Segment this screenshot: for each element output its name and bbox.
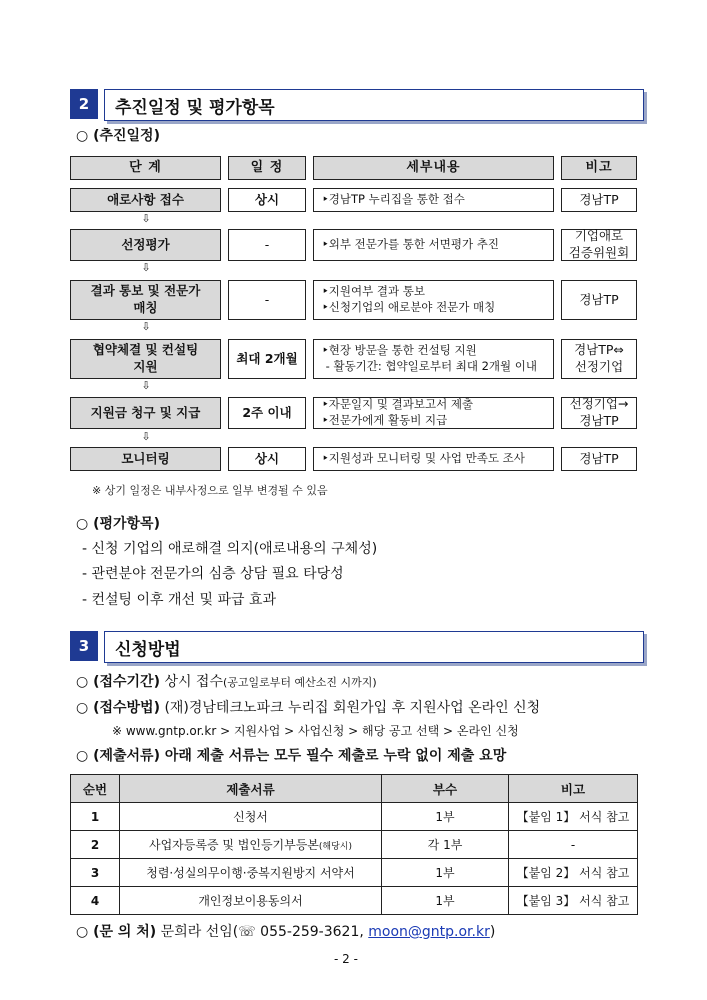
doc-name: 청렴·성실의무이행·중복지원방지 서약서	[120, 859, 382, 887]
method-path: ※ www.gntp.or.kr > 지원사업 > 사업신청 > 해당 공고 선택 > 온라인 신청	[112, 724, 519, 738]
contact-name: 문희라 선임(	[160, 924, 239, 940]
method-line	[76, 697, 540, 717]
down-arrow-icon: ⇩	[141, 430, 151, 443]
table-row	[71, 859, 638, 887]
row-number: 2	[71, 831, 120, 859]
contact-email-link[interactable]: moon@gntp.or.kr	[368, 924, 490, 940]
details-cell: ‣외부 전문가를 통한 서면평가 추진	[313, 229, 554, 261]
header-schedule: 일 정	[228, 156, 306, 180]
doc-name: 사업자등록증 및 법인등기부등본	[148, 838, 319, 852]
table-row	[71, 887, 638, 915]
section-title: 신청방법	[104, 631, 644, 663]
row-number: 4	[71, 887, 120, 915]
period-note: (공고일로부터 예산소진 시까지)	[222, 676, 377, 689]
down-arrow-icon: ⇩	[141, 379, 151, 392]
schedule-cell: 상시	[228, 447, 306, 471]
method-label: ○ (접수방법)	[76, 700, 160, 716]
eval-item: - 관련분야 전문가의 심층 상담 필요 타당성	[82, 566, 344, 582]
section-title: 추진일정 및 평가항목	[104, 89, 644, 121]
note-cell: 경남TP	[561, 280, 637, 320]
header-details: 세부내용	[313, 156, 554, 180]
period-text: 상시 접수	[164, 674, 223, 690]
doc-note: 【붙임 3】 서식 참고	[509, 887, 638, 915]
note-cell: 경남TP	[561, 188, 637, 212]
details-line: ‣지원여부 결과 통보	[322, 284, 425, 299]
col-header: 제출서류	[120, 775, 382, 803]
col-header: 부수	[382, 775, 509, 803]
doc-cell	[120, 831, 382, 859]
doc-qualifier: (해당시)	[318, 842, 353, 852]
table-row	[71, 803, 638, 831]
copies: 1부	[382, 887, 509, 915]
schedule-cell: -	[228, 280, 306, 320]
contact-line	[76, 921, 495, 941]
step-cell: 선정평가	[70, 229, 221, 261]
schedule-cell: 상시	[228, 188, 306, 212]
schedule-cell: -	[228, 229, 306, 261]
note-cell: 기업애로 검증위원회	[561, 229, 637, 261]
schedule-cell: 2주 이내	[228, 397, 306, 429]
section-number: 3	[70, 631, 98, 661]
eval-item: - 신청 기업의 애로해결 의지(애로내용의 구체성)	[82, 541, 378, 557]
step-cell: 모니터링	[70, 447, 221, 471]
header-step: 단 계	[70, 156, 221, 180]
phone-icon: ☏	[238, 924, 256, 940]
copies: 각 1부	[382, 831, 509, 859]
note-cell: 선정기업→ 경남TP	[561, 397, 637, 429]
row-number: 1	[71, 803, 120, 831]
details-line: ‣자문일지 및 결과보고서 제출	[322, 397, 474, 412]
submission-table	[70, 774, 638, 915]
details-line: ‣전문가에게 활동비 지급	[322, 413, 448, 427]
details-line: - 활동기간: 협약일로부터 최대 2개월 이내	[322, 359, 538, 373]
doc-name: 개인정보이용동의서	[120, 887, 382, 915]
col-header: 비고	[509, 775, 638, 803]
down-arrow-icon: ⇩	[141, 261, 151, 274]
method-text: (재)경남테크노파크 누리집 회원가입 후 지원사업 온라인 신청	[164, 700, 541, 716]
doc-note: -	[509, 831, 638, 859]
contact-label: ○ (문 의 처)	[76, 924, 157, 940]
down-arrow-icon: ⇩	[141, 212, 151, 225]
contact-phone: 055-259-3621,	[255, 924, 369, 940]
eval-label: ○ (평가항목)	[76, 516, 160, 532]
details-line: ‣현장 방문을 통한 컨설팅 지원	[322, 343, 477, 358]
doc-name: 신청서	[120, 803, 382, 831]
eval-item: - 컨설팅 이후 개선 및 파급 효과	[82, 592, 277, 608]
page-number: - 2 -	[334, 952, 358, 966]
details-cell: ‣경남TP 누리집을 통한 접수	[313, 188, 554, 212]
note-cell: 경남TP	[561, 447, 637, 471]
table-row	[71, 831, 638, 859]
doc-note: 【붙임 2】 서식 참고	[509, 859, 638, 887]
schedule-label: ○ (추진일정)	[76, 128, 160, 144]
doc-note: 【붙임 1】 서식 참고	[509, 803, 638, 831]
copies: 1부	[382, 859, 509, 887]
details-cell: ‣지원성과 모니터링 및 사업 만족도 조사	[313, 447, 554, 471]
col-header: 순번	[71, 775, 120, 803]
details-cell	[313, 339, 554, 379]
row-number: 3	[71, 859, 120, 887]
docs-text: 아래 제출 서류는 모두 필수 제출로 누락 없이 제출 요망	[164, 748, 507, 764]
schedule-cell: 최대 2개월	[228, 339, 306, 379]
details-cell	[313, 280, 554, 320]
note-cell: 경남TP⇔ 선정기업	[561, 339, 637, 379]
contact-close: )	[489, 924, 496, 940]
copies: 1부	[382, 803, 509, 831]
docs-line	[76, 745, 506, 765]
down-arrow-icon: ⇩	[141, 320, 151, 333]
docs-label: ○ (제출서류)	[76, 748, 160, 764]
details-line: ‣신청기업의 애로분야 전문가 매칭	[322, 300, 496, 314]
step-cell: 협약체결 및 컨설팅 지원	[70, 339, 221, 379]
step-cell: 결과 통보 및 전문가 매칭	[70, 280, 221, 320]
details-cell	[313, 397, 554, 429]
section-number: 2	[70, 89, 98, 119]
step-cell: 애로사항 접수	[70, 188, 221, 212]
step-cell: 지원금 청구 및 지급	[70, 397, 221, 429]
header-note: 비고	[561, 156, 637, 180]
period-line	[76, 671, 377, 691]
schedule-footnote: ※ 상기 일정은 내부사정으로 일부 변경될 수 있음	[92, 484, 328, 497]
period-label: ○ (접수기간)	[76, 674, 160, 690]
